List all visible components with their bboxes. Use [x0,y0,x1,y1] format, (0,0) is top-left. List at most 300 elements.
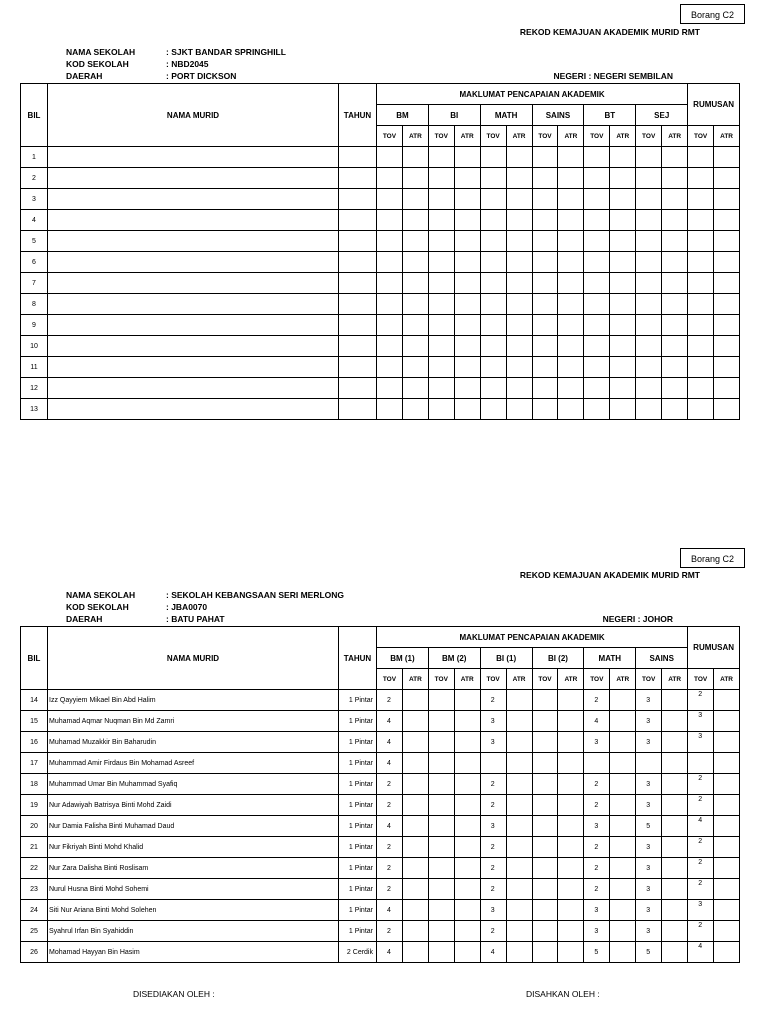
atr-cell [454,879,480,900]
tov-cell: 3 [636,921,662,942]
tov-cell [377,294,403,315]
tahun-cell: 1 Pintar [339,816,377,837]
maklumat-header: MAKLUMAT PENCAPAIAN AKADEMIK [377,627,688,648]
school-info [66,589,344,625]
atr-cell [402,252,428,273]
bil-cell: 20 [21,816,48,837]
tov-cell: 2 [377,795,403,816]
atr-cell [506,252,532,273]
tov-cell [428,378,454,399]
atr-cell [558,879,584,900]
atr-cell [454,753,480,774]
tov-cell [532,315,558,336]
rumusan-tov-cell: 4 [688,942,714,963]
tov-cell [532,294,558,315]
rumusan-tov-cell [688,168,714,189]
atr-cell [610,189,636,210]
atr-cell [506,921,532,942]
atr-cell [662,336,688,357]
bil-cell: 8 [21,294,48,315]
atr-cell [506,189,532,210]
atr-cell [662,711,688,732]
atr-cell [402,189,428,210]
atr-cell [610,210,636,231]
atr-cell [454,315,480,336]
atr-cell [610,732,636,753]
subject-header: SAINS [636,648,688,669]
tahun-cell: 1 Pintar [339,837,377,858]
table-row [21,690,740,711]
atr-cell [558,711,584,732]
tov-cell [584,273,610,294]
rumusan-tov-cell: 2 [688,858,714,879]
atr-cell [558,816,584,837]
tov-cell [480,168,506,189]
atr-cell [662,921,688,942]
atr-cell [662,147,688,168]
tov-cell [428,942,454,963]
atr-cell [610,273,636,294]
tov-header: TOV [636,669,662,690]
atr-cell [402,231,428,252]
tov-cell [532,837,558,858]
atr-cell [506,231,532,252]
atr-cell [558,774,584,795]
atr-cell [610,921,636,942]
nama-murid-cell: Muhamad Aqmar Nuqman Bin Md Zamri [48,711,339,732]
tov-cell [584,231,610,252]
atr-cell [558,942,584,963]
nama-murid-cell: Nur Damia Falisha Binti Muhamad Daud [48,816,339,837]
tov-cell: 2 [480,858,506,879]
tov-cell [584,147,610,168]
atr-header: ATR [558,669,584,690]
tov-cell: 3 [636,795,662,816]
subject-header: MATH [584,648,636,669]
atr-cell [558,378,584,399]
tov-cell: 2 [480,774,506,795]
bil-cell: 5 [21,231,48,252]
rumusan-tov-cell [688,315,714,336]
atr-cell [402,147,428,168]
table-row [21,273,740,294]
atr-header: ATR [714,126,740,147]
atr-cell [610,900,636,921]
tov-cell [428,816,454,837]
rumusan-atr-cell [714,357,740,378]
atr-cell [558,900,584,921]
bil-cell: 14 [21,690,48,711]
table-row [21,774,740,795]
bil-cell: 1 [21,147,48,168]
tov-cell: 3 [480,732,506,753]
tov-cell [584,753,610,774]
atr-cell [402,690,428,711]
atr-cell [662,795,688,816]
nama-murid-cell [48,252,339,273]
nama-murid-cell [48,147,339,168]
tov-cell: 5 [636,816,662,837]
tov-cell [532,900,558,921]
tov-cell: 3 [636,711,662,732]
atr-header: ATR [558,126,584,147]
rumusan-atr-cell [714,942,740,963]
tahun-header: TAHUN [339,84,377,147]
atr-header: ATR [454,126,480,147]
tov-cell [636,399,662,420]
tov-cell [636,210,662,231]
tov-cell [636,231,662,252]
atr-cell [610,357,636,378]
bil-header: BIL [21,627,48,690]
atr-cell [662,378,688,399]
rumusan-header: RUMUSAN [688,84,740,126]
tov-cell [428,795,454,816]
table-row [21,942,740,963]
atr-cell [402,711,428,732]
nama-murid-cell [48,336,339,357]
atr-cell [454,711,480,732]
tov-cell [636,273,662,294]
tahun-cell [339,147,377,168]
atr-cell [506,879,532,900]
atr-cell [662,753,688,774]
tov-cell [584,294,610,315]
tov-cell [532,336,558,357]
atr-cell [506,336,532,357]
academic-table [20,83,740,420]
tov-cell [584,189,610,210]
tov-cell: 2 [377,774,403,795]
tov-cell: 5 [636,942,662,963]
rumusan-atr-cell [714,399,740,420]
atr-cell [454,378,480,399]
rumusan-tov-cell: 2 [688,879,714,900]
tov-cell: 2 [480,921,506,942]
bil-cell: 26 [21,942,48,963]
atr-cell [610,294,636,315]
atr-cell [662,273,688,294]
tov-cell: 3 [480,711,506,732]
tov-cell [428,921,454,942]
atr-cell [610,168,636,189]
atr-header: ATR [402,669,428,690]
tov-cell [428,900,454,921]
atr-cell [610,711,636,732]
tov-cell: 2 [377,879,403,900]
atr-cell [558,795,584,816]
tov-cell [428,273,454,294]
rumusan-atr-cell [714,921,740,942]
tahun-cell: 1 Pintar [339,858,377,879]
nama-murid-cell: Muhammad Umar Bin Muhammad Syafiq [48,774,339,795]
nama-murid-cell: Muhamad Muzakkir Bin Baharudin [48,732,339,753]
atr-cell [610,816,636,837]
atr-cell [662,690,688,711]
rumusan-atr-cell [714,147,740,168]
atr-cell [558,189,584,210]
bil-cell: 24 [21,900,48,921]
atr-header: ATR [506,126,532,147]
nama-murid-cell: Muhammad Amir Firdaus Bin Mohamad Asreef [48,753,339,774]
atr-cell [506,858,532,879]
tov-cell [428,879,454,900]
tov-cell: 2 [480,879,506,900]
tov-cell: 2 [584,690,610,711]
atr-cell [402,336,428,357]
tov-cell: 3 [584,900,610,921]
atr-cell [402,942,428,963]
negeri-value: NEGERI : JOHOR [602,614,673,624]
tahun-cell: 1 Pintar [339,879,377,900]
tov-cell [377,210,403,231]
table-row [21,879,740,900]
nama-murid-cell: Mohamad Hayyan Bin Hasim [48,942,339,963]
atr-cell [610,858,636,879]
atr-cell [558,252,584,273]
daerah-label: DAERAH [66,71,103,81]
tov-cell [377,231,403,252]
rumusan-tov-cell: 3 [688,732,714,753]
atr-cell [506,378,532,399]
tov-cell [532,168,558,189]
bil-cell: 19 [21,795,48,816]
tov-cell [428,753,454,774]
table-row [21,858,740,879]
tov-cell [532,774,558,795]
atr-cell [662,879,688,900]
bil-cell: 9 [21,315,48,336]
tov-cell [532,399,558,420]
tov-cell [636,189,662,210]
atr-cell [506,399,532,420]
tahun-cell: 1 Pintar [339,732,377,753]
tov-cell [584,336,610,357]
table-row [21,147,740,168]
maklumat-header: MAKLUMAT PENCAPAIAN AKADEMIK [377,84,688,105]
atr-cell [558,753,584,774]
nama-murid-cell: Nur Zara Dalisha Binti Roslisam [48,858,339,879]
tov-header: TOV [584,126,610,147]
table-row [21,711,740,732]
tov-cell [636,294,662,315]
atr-cell [454,774,480,795]
rumusan-atr-cell [714,336,740,357]
tov-cell: 4 [377,942,403,963]
tahun-cell [339,273,377,294]
tov-cell [428,315,454,336]
atr-cell [506,732,532,753]
atr-header: ATR [714,669,740,690]
atr-cell [662,837,688,858]
tov-cell [428,231,454,252]
tov-cell [377,189,403,210]
atr-cell [506,942,532,963]
tov-cell: 4 [377,900,403,921]
atr-cell [454,921,480,942]
atr-cell [558,837,584,858]
tov-cell [532,252,558,273]
tov-cell [532,189,558,210]
tov-cell [532,816,558,837]
atr-cell [662,168,688,189]
subject-header: BM (1) [377,648,429,669]
tov-cell [377,273,403,294]
atr-cell [558,690,584,711]
academic-table [20,626,740,963]
atr-cell [662,315,688,336]
atr-cell [506,900,532,921]
bil-cell: 17 [21,753,48,774]
atr-cell [402,753,428,774]
tov-cell [532,732,558,753]
atr-cell [506,816,532,837]
atr-cell [610,315,636,336]
atr-cell [558,147,584,168]
nama-murid-cell [48,357,339,378]
tahun-cell [339,315,377,336]
tov-header: TOV [428,669,454,690]
rumusan-atr-cell [714,252,740,273]
atr-cell [402,168,428,189]
nama-murid-cell [48,168,339,189]
tov-cell: 3 [480,816,506,837]
atr-cell [558,357,584,378]
rumusan-atr-cell [714,753,740,774]
atr-cell [454,210,480,231]
negeri-value: NEGERI : NEGERI SEMBILAN [553,71,673,81]
bil-cell: 3 [21,189,48,210]
nama-murid-cell [48,210,339,231]
tov-cell [480,252,506,273]
tov-cell: 4 [584,711,610,732]
tov-cell: 3 [636,879,662,900]
tahun-cell: 1 Pintar [339,711,377,732]
atr-cell [454,942,480,963]
atr-cell [402,732,428,753]
nama-murid-cell [48,294,339,315]
atr-cell [454,273,480,294]
rumusan-atr-cell [714,168,740,189]
table-row [21,795,740,816]
subject-header: BI (1) [480,648,532,669]
tov-cell: 4 [377,711,403,732]
rumusan-atr-cell [714,294,740,315]
subject-header: BI (2) [532,648,584,669]
tov-cell [480,210,506,231]
tov-cell [584,252,610,273]
atr-cell [506,273,532,294]
tov-cell [480,336,506,357]
rumusan-atr-cell [714,690,740,711]
table-row [21,168,740,189]
rumusan-tov-cell [688,399,714,420]
atr-header: ATR [506,669,532,690]
tov-cell [377,252,403,273]
table-row [21,294,740,315]
bil-cell: 18 [21,774,48,795]
tov-cell [480,357,506,378]
rumusan-tov-cell [688,378,714,399]
rumusan-tov-cell: 2 [688,774,714,795]
rumusan-tov-cell [688,252,714,273]
atr-cell [454,231,480,252]
table-row [21,252,740,273]
tov-cell: 3 [636,858,662,879]
nama-murid-cell: Izz Qayyiem Mikael Bin Abd Halim [48,690,339,711]
tov-cell: 4 [377,816,403,837]
nama-sekolah-label: NAMA SEKOLAH [66,590,136,600]
atr-header: ATR [662,669,688,690]
atr-cell [558,294,584,315]
table-row [21,399,740,420]
tahun-cell [339,252,377,273]
tov-header: TOV [688,669,714,690]
tov-cell: 2 [584,774,610,795]
bil-cell: 21 [21,837,48,858]
atr-cell [454,357,480,378]
atr-cell [558,399,584,420]
rumusan-atr-cell [714,900,740,921]
tov-cell [584,168,610,189]
atr-header: ATR [610,669,636,690]
tov-cell [428,690,454,711]
kod-sekolah-value: : JBA0070 [166,602,208,612]
tov-cell [377,378,403,399]
atr-cell [402,357,428,378]
rumusan-tov-cell: 2 [688,795,714,816]
tov-cell: 4 [480,942,506,963]
atr-cell [454,336,480,357]
tov-cell: 3 [584,921,610,942]
atr-cell [402,378,428,399]
atr-cell [506,357,532,378]
tov-cell [480,231,506,252]
rumusan-tov-cell [688,357,714,378]
atr-cell [610,399,636,420]
tov-cell [428,837,454,858]
rumusan-tov-cell: 3 [688,711,714,732]
tov-cell [584,378,610,399]
tov-cell [377,147,403,168]
tov-cell [428,711,454,732]
atr-cell [610,879,636,900]
table-row [21,231,740,252]
tahun-header: TAHUN [339,627,377,690]
rumusan-atr-cell [714,816,740,837]
tahun-cell: 1 Pintar [339,753,377,774]
school-info [66,46,286,82]
tov-cell: 2 [584,879,610,900]
subject-header: BI [428,105,480,126]
tov-cell [636,753,662,774]
atr-cell [610,795,636,816]
atr-cell [506,711,532,732]
subject-header: BM [377,105,429,126]
tov-cell [428,189,454,210]
tov-cell [532,942,558,963]
tov-cell [636,147,662,168]
atr-cell [402,294,428,315]
kod-sekolah-label: KOD SEKOLAH [66,59,129,69]
table-row [21,732,740,753]
table-row [21,753,740,774]
tov-cell [377,168,403,189]
atr-cell [454,399,480,420]
tov-cell [532,273,558,294]
tov-cell [532,147,558,168]
table-row [21,837,740,858]
